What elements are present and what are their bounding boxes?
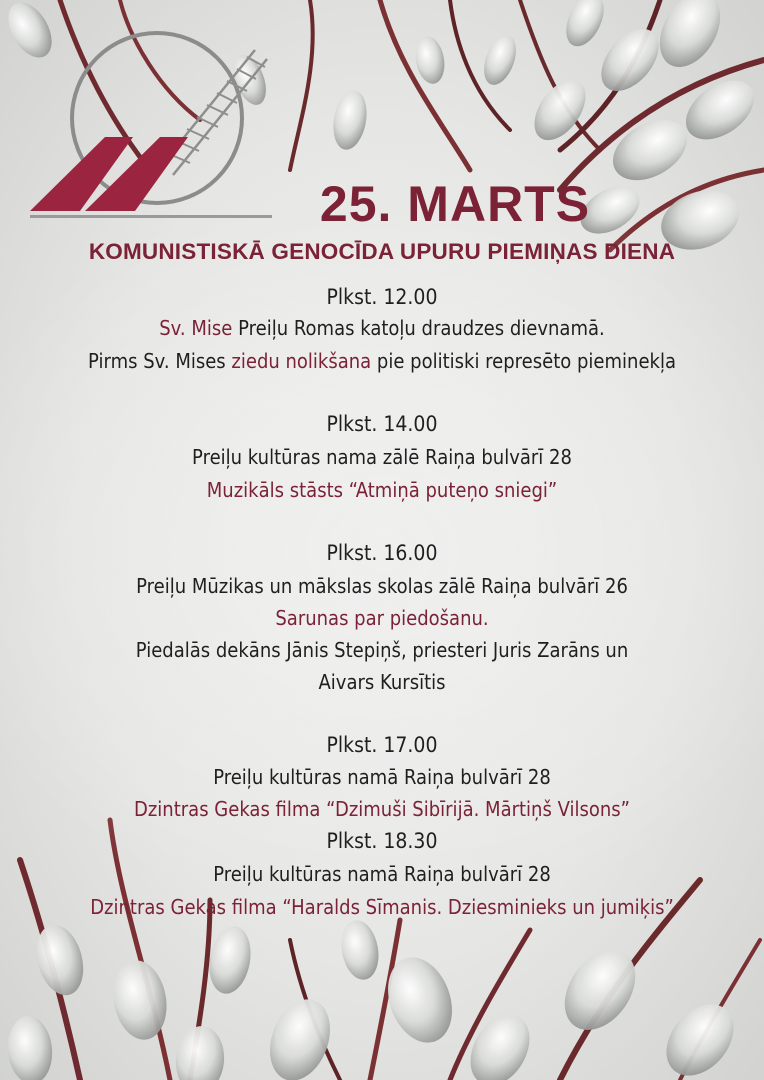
event-5-title: Dzintras Gekas filma “Haralds Sīmanis. Dziesminieks un jumiķis” (90, 895, 674, 919)
event-5-place: Preiļu kultūras namā Raiņa bulvārī 28 (213, 862, 551, 886)
event-1-line-1 (38, 316, 726, 340)
event-5-time: Plkst. 18.30 (326, 829, 438, 853)
event-1-mass: Sv. Mise (159, 316, 233, 340)
event-4-title: Dzintras Gekas filma “Dzimuši Sibīrijā. Mārtiņš Vilsons” (133, 797, 630, 821)
page-subtitle: KOMUNISTISKĀ GENOCĪDA UPURU PIEMIŅAS DIENA (88, 239, 676, 264)
event-2-place: Preiļu kultūras nama zālē Raiņa bulvārī 28 (192, 445, 572, 469)
event-3-participants-2: Aivars Kursītis (318, 670, 446, 694)
event-3-place: Preiļu Mūzikas un mākslas skolas zālē Raiņa bulvārī 26 (136, 574, 628, 598)
event-3-participants-1: Piedalās dekāns Jānis Stepiņš, priesteri Juris Zarāns un (135, 638, 629, 662)
event-1-flowers: ziedu nolikšana (231, 349, 372, 373)
event-1-time: Plkst. 12.00 (326, 285, 438, 309)
event-3-time: Plkst. 16.00 (326, 541, 438, 565)
event-1-after: pie politiski represēto pieminekļa (371, 349, 676, 373)
event-1-church: Preiļu Romas katoļu draudzes dievnamā. (232, 316, 605, 340)
event-4-time: Plkst. 17.00 (326, 733, 438, 757)
event-4-place: Preiļu kultūras namā Raiņa bulvārī 28 (213, 765, 551, 789)
railway-track-logo-icon (25, 15, 275, 225)
event-2-time: Plkst. 14.00 (326, 412, 438, 436)
event-1-before: Pirms Sv. Mises (88, 349, 232, 373)
event-2-title: Muzikāls stāsts “Atmiņā puteņo sniegi” (206, 478, 558, 502)
page-title: 25. MARTS (319, 176, 591, 232)
event-3-title: Sarunas par piedošanu. (275, 606, 489, 630)
event-1-line-2 (38, 349, 726, 373)
